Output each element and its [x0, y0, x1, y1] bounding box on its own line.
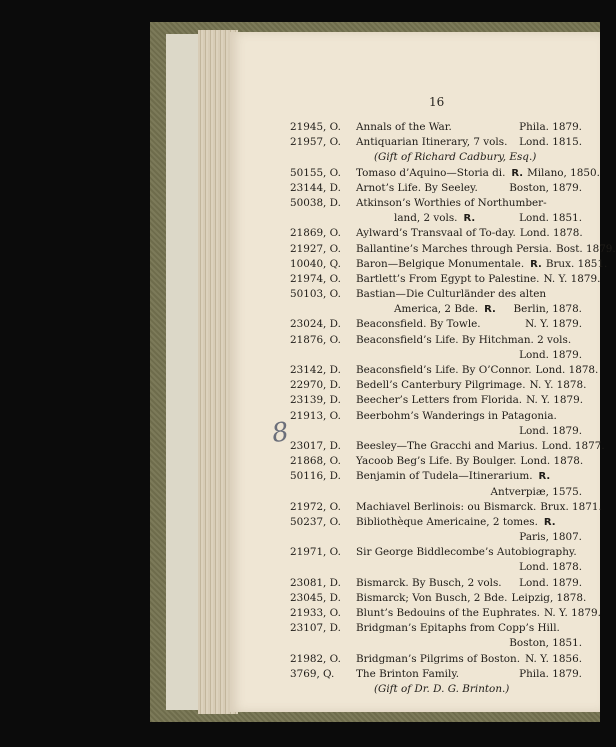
spacer — [334, 591, 356, 606]
accession-number: 50116, D. — [290, 470, 341, 483]
accession-number: 22970, D. — [290, 379, 341, 392]
entry-title — [356, 591, 507, 606]
spacer — [334, 363, 356, 378]
entry-imprint-line — [290, 560, 582, 575]
accession-number: 23144, D. — [290, 181, 341, 194]
continuation-text: America, 2 Bde. — [394, 303, 479, 316]
accession-number: 23081, D. — [290, 576, 341, 589]
catalogue-entry — [290, 576, 582, 591]
entry-title — [356, 181, 505, 196]
spacer — [334, 257, 356, 272]
entry-title — [356, 135, 515, 150]
entry-title-text: Antiquarian Itinerary, 7 vols. — [356, 136, 508, 149]
catalogue-entry — [290, 439, 605, 454]
accession-number: 21927, O. — [290, 242, 341, 255]
entry-title-text: Bismarck; Von Busch, 2 Bde. — [356, 591, 508, 604]
reference-mark: R. — [530, 258, 542, 270]
accession-number: 21945, O. — [290, 121, 341, 133]
imprint: N. Y. 1879. — [525, 318, 582, 331]
entry-title — [356, 272, 539, 287]
entry-title-text: Beecher’s Letters from Florida. — [356, 394, 523, 407]
catalogue-entry — [290, 591, 587, 606]
imprint: Lond. 1878. — [519, 561, 582, 574]
catalogue-entry — [290, 226, 582, 241]
spacer — [334, 378, 356, 393]
reference-mark: R. — [543, 516, 556, 528]
spacer — [334, 242, 356, 257]
accession-number: 21876, O. — [290, 333, 341, 346]
catalogue-entry — [290, 606, 601, 621]
imprint: Bost. 1879. — [555, 242, 616, 255]
continuation-title — [394, 302, 510, 317]
reference-mark: R. — [463, 213, 476, 225]
spacer — [334, 500, 356, 515]
entry-imprint-line — [290, 485, 582, 500]
entry-title-text: Beaconsfield. By Towle. — [356, 318, 481, 331]
imprint: Leipzig, 1878. — [511, 591, 587, 604]
entry-continuation — [290, 211, 582, 226]
imprint: Milano, 1850. — [527, 166, 600, 179]
spacer — [334, 667, 356, 682]
entry-title-text: Aylward’s Transvaal of To-day. — [356, 227, 516, 240]
catalogue-entry — [290, 257, 608, 272]
imprint: Lond. 1878. — [535, 364, 599, 376]
catalogue-entry — [290, 242, 616, 257]
gift-note: (Gift of Richard Cadbury, Esq.) — [374, 151, 537, 164]
entry-title-text: Bastian—Die Culturländer des alten — [356, 288, 547, 301]
entry-title-text: Beesley—The Gracchi and Marius. — [356, 439, 538, 452]
entry-title-text: Bibliothèque Americaine, 2 tomes. — [356, 515, 538, 528]
entry-title — [356, 667, 515, 682]
entry-title-text: Sir George Biddlecombe’s Autobiography. — [356, 546, 577, 559]
catalogue-entry — [290, 287, 582, 302]
entry-title-text: Machiavel Berlinois: ou Bismarck. — [356, 500, 537, 513]
entry-title — [356, 287, 582, 302]
entry-title — [356, 469, 582, 484]
entry-title — [356, 621, 582, 636]
spacer — [334, 226, 356, 241]
spacer — [334, 333, 356, 348]
entry-title-text: Beerbohm’s Wanderings in Patagonia. — [356, 409, 557, 422]
spacer — [334, 576, 356, 591]
accession-number: 21982, O. — [290, 652, 341, 665]
catalogue-entry — [290, 545, 582, 560]
catalogue-entry — [290, 317, 582, 332]
imprint: N. Y. 1879. — [543, 272, 601, 285]
imprint: Lond. 1851. — [519, 212, 582, 225]
entry-title-text: Blunt’s Bedouins of the Euphrates. — [356, 607, 540, 619]
entry-continuation — [290, 302, 582, 317]
entry-title-text: Bartlett’s From Egypt to Palestine. — [356, 272, 540, 285]
imprint: Lond. 1879. — [519, 348, 582, 361]
spacer — [334, 515, 356, 530]
accession-number: 50155, O. — [290, 166, 341, 179]
accession-number: 21913, O. — [290, 409, 341, 422]
spacer — [334, 317, 356, 332]
accession-number: 21933, O. — [290, 607, 341, 619]
imprint: Lond. 1878. — [520, 455, 584, 468]
catalogue-entry — [290, 196, 582, 211]
entry-title — [356, 500, 536, 515]
imprint: Lond. 1815. — [519, 136, 582, 149]
catalogue-entry — [290, 621, 582, 636]
catalogue-entry — [290, 469, 582, 484]
entry-title — [356, 196, 582, 211]
entry-title — [356, 393, 522, 408]
imprint: N. Y. 1856. — [525, 652, 582, 665]
entry-title — [356, 545, 582, 560]
entry-imprint-line — [290, 636, 582, 651]
spacer — [334, 652, 356, 667]
entry-title-text: Annals of the War. — [356, 121, 452, 133]
entry-title-text: Beaconsfield’s Life. By Hitchman. 2 vols. — [356, 333, 572, 346]
entry-title — [356, 378, 526, 393]
imprint: Brux. 1871. — [540, 500, 602, 513]
accession-number: 3769, Q. — [290, 667, 335, 680]
spacer — [334, 166, 356, 181]
entry-title — [356, 166, 523, 181]
entry-title-text: Tomaso d’Aquino—Storia di. — [356, 166, 506, 179]
entry-imprint-line — [290, 348, 582, 363]
catalogue-entry — [290, 454, 582, 469]
accession-number: 50103, O. — [290, 288, 341, 301]
entry-title — [356, 317, 521, 332]
catalogue-entries — [290, 120, 616, 697]
spacer — [334, 120, 356, 135]
imprint: Lond. 1879. — [519, 576, 582, 589]
imprint: N. Y. 1879. — [526, 394, 584, 407]
entry-title — [356, 515, 582, 530]
accession-number: 21869, O. — [290, 227, 341, 240]
marginal-note: 8 — [269, 416, 291, 450]
catalogue-entry — [290, 363, 599, 378]
spacer — [334, 454, 356, 469]
entry-title — [356, 333, 582, 348]
imprint: N. Y. 1878. — [529, 379, 587, 392]
entry-title-text: Yacoob Beg’s Life. By Boulger. — [356, 455, 517, 468]
entry-title-text: The Brinton Family. — [356, 667, 460, 680]
spacer — [334, 287, 356, 302]
accession-number: 23139, D. — [290, 394, 341, 407]
imprint: Brux. 1851. — [545, 257, 608, 270]
catalogue-entry — [290, 120, 582, 135]
entry-title-text: Benjamin of Tudela—Itinerarium. — [356, 470, 533, 483]
entry-title — [356, 652, 521, 667]
reference-mark: R. — [511, 167, 524, 179]
spacer — [334, 439, 356, 454]
accession-number: 21974, O. — [290, 272, 341, 285]
imprint: Antverpiæ, 1575. — [490, 485, 582, 498]
spacer — [334, 135, 356, 150]
imprint: Lond. 1879. — [519, 424, 582, 437]
page-number: 16 — [429, 95, 445, 109]
entry-title — [356, 363, 532, 378]
accession-number: 23045, D. — [290, 591, 341, 604]
entry-imprint-line — [290, 424, 582, 439]
spacer — [334, 409, 356, 424]
catalogue-entry — [290, 515, 582, 530]
entry-title — [356, 120, 515, 135]
entry-title — [356, 257, 542, 272]
spacer — [334, 621, 356, 636]
catalogue-entry — [290, 166, 600, 181]
catalogue-entry — [290, 652, 582, 667]
imprint: Phila. 1879. — [519, 121, 582, 133]
entry-title — [356, 454, 516, 469]
catalogue-entry — [290, 500, 602, 515]
imprint: Berlin, 1878. — [513, 303, 582, 316]
accession-number: 21972, O. — [290, 500, 341, 513]
accession-number: 21971, O. — [290, 546, 341, 559]
entry-title-text: Bridgman’s Pilgrims of Boston. — [356, 652, 521, 665]
accession-number: 23024, D. — [290, 318, 341, 331]
entry-title — [356, 576, 515, 591]
catalogue-entry — [290, 409, 582, 424]
entry-imprint-line — [290, 530, 582, 545]
entry-title-text: Arnot’s Life. By Seeley. — [356, 181, 478, 194]
imprint: Lond. 1878. — [519, 227, 583, 240]
accession-number: 23017, D. — [290, 439, 341, 452]
continuation-text: land, 2 vols. — [394, 212, 458, 225]
spacer — [334, 469, 356, 484]
catalogue-entry — [290, 393, 582, 408]
catalogue-entry — [290, 333, 582, 348]
continuation-title — [394, 211, 515, 226]
entry-title-text: Beaconsfield’s Life. By O’Connor. — [356, 364, 532, 376]
spacer — [334, 393, 356, 408]
imprint: N. Y. 1879. — [543, 607, 601, 619]
imprint: Paris, 1807. — [519, 531, 582, 544]
spacer — [334, 545, 356, 560]
entry-title-text: Bismarck. By Busch, 2 vols. — [356, 576, 502, 589]
catalogue-entry — [290, 378, 587, 393]
entry-title — [356, 242, 552, 257]
catalogue-entry — [290, 135, 582, 150]
accession-number: 23107, D. — [290, 622, 341, 635]
entry-title — [356, 439, 538, 454]
imprint: Phila. 1879. — [519, 667, 582, 680]
entry-title — [356, 226, 516, 241]
accession-number: 50038, D. — [290, 196, 341, 209]
accession-number: 23142, D. — [290, 364, 341, 376]
imprint: Boston, 1879. — [509, 181, 582, 194]
gift-note: (Gift of Dr. D. G. Brinton.) — [374, 682, 510, 695]
spacer — [334, 196, 356, 211]
accession-number: 10040, Q. — [290, 257, 341, 270]
entry-title — [356, 409, 582, 424]
catalogue-entry — [290, 272, 601, 287]
entry-title — [356, 606, 540, 621]
entry-title-text: Baron—Belgique Monumentale. — [356, 257, 525, 270]
entry-title-text: Bridgman’s Epitaphs from Copp’s Hill. — [356, 622, 560, 635]
reference-mark: R. — [538, 471, 551, 483]
accession-number: 21868, O. — [290, 455, 341, 468]
imprint: Lond. 1877. — [541, 439, 605, 452]
accession-number: 50237, O. — [290, 515, 341, 528]
entry-title-text: Atkinson’s Worthies of Northumber- — [356, 196, 547, 209]
accession-number: 21957, O. — [290, 136, 341, 149]
imprint: Boston, 1851. — [509, 637, 582, 650]
catalogue-entry — [290, 181, 582, 196]
spacer — [334, 606, 356, 621]
entry-title-text: Ballantine’s Marches through Persia. — [356, 242, 552, 255]
catalogue-entry — [290, 667, 582, 682]
spacer — [334, 272, 356, 287]
spacer — [334, 181, 356, 196]
reference-mark: R. — [484, 304, 496, 316]
entry-title-text: Bedell’s Canterbury Pilgrimage. — [356, 379, 526, 392]
